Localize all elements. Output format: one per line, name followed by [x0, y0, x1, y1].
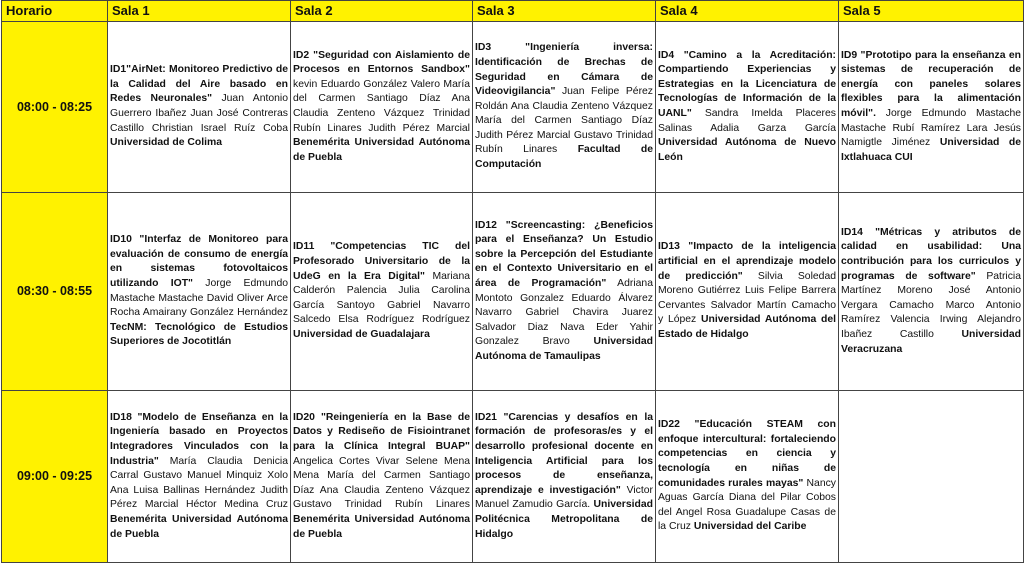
session-authors: Silvia Soledad Moreno Gutiérrez Luis Felipe Barrera Cervantes Salvador Martín Camacho y López — [658, 270, 837, 326]
session-cell — [656, 193, 839, 391]
session-institution: Benemérita Universidad Autónoma de Puebla — [110, 513, 288, 540]
header-horario: Horario — [2, 1, 108, 22]
session-institution: Universidad del Caribe — [693, 521, 807, 533]
session-title: ID9 "Prototipo para la enseñanza en sistemas de recuperación de energía con paneles solares flexibles para la alimentación móvil". — [841, 49, 1021, 119]
session-cell — [108, 22, 291, 193]
session-institution: Universidad Autónoma del Estado de Hidalgo — [658, 314, 837, 340]
header-sala-4: Sala 4 — [656, 1, 839, 22]
header-sala-2: Sala 2 — [291, 1, 473, 22]
session-cell — [108, 391, 291, 563]
session-title: ID2 "Seguridad con Aislamiento de Procesos en Entornos Sandbox" — [293, 49, 470, 76]
session-title: ID18 "Modelo de Enseñanza en la Ingeniería basado en Proyectos Integradores Vinculados con la Industria" — [110, 411, 288, 467]
session-institution: Universidad Politécnica Metropolitana de Hidalgo — [475, 499, 653, 540]
session-title: ID20 "Reingeniería en la Base de Datos y Rediseño de Fisiointranet para la Clínica Integral BUAP" — [293, 411, 470, 453]
header-sala-3: Sala 3 — [473, 1, 656, 22]
session-institution: Universidad de Colima — [110, 137, 223, 149]
session-authors: Nancy Aguas García Diana del Pilar Cobos del Angel Rosa Guadalupe Casas de la Cruz — [658, 477, 836, 533]
session-institution: Universidad Autónoma de Tamaulipas — [475, 336, 653, 362]
session-institution: Universidad de Guadalajara — [293, 328, 430, 340]
session-cell — [108, 193, 291, 391]
session-authors: Angelica Cortes Vivar Selene Mena Mena María del Carmen Santiago Díaz Ana Claudia Zenteno Vázquez Gustavo Trinidad Rubín Linares — [293, 455, 470, 511]
session-authors: kevin Eduardo González Valero María del Carmen Santiago Díaz Ana Claudia Zenteno Vázquez Trinidad Rubín Linares Judith Pérez Marcial — [293, 78, 470, 134]
table-row — [2, 22, 1024, 193]
session-authors: Victor Manuel Zamudio García. — [475, 484, 653, 511]
session-title: ID14 "Métricas y atributos de calidad en usabilidad: Una contribución para los curriculos y programas de software" — [841, 226, 1021, 282]
session-institution: Universidad Veracruzana — [841, 328, 1021, 355]
session-cell — [291, 22, 473, 193]
session-cell — [473, 22, 656, 193]
session-authors: Jorge Edmundo Mastache Mastache Rubí Ramírez Lara Jesús Namigtle Jiménez — [841, 108, 1021, 149]
session-title: ID22 "Educación STEAM con enfoque intercultural: fortaleciendo competencias en ciencia y tecnología en niñas de comunidades rurales mayas" — [658, 419, 836, 489]
session-title: ID21 "Carencias y desafíos en la formación de profesoras/es y el desarrollo profesional docente en Inteligencia Artificial para los procesos de enseñanza, aprendizaje e investigación" — [475, 411, 653, 496]
session-institution: TecNM: Tecnológico de Estudios Superiores de Jocotitlán — [110, 321, 288, 348]
header-row — [2, 1, 1024, 22]
session-authors: María Claudia Denicia Carral Gustavo Manuel Minquiz Xolo Ana Luisa Ballinas Hernández Judith Pérez Marcial Héctor Medina Cruz — [110, 455, 288, 511]
session-cell — [656, 22, 839, 193]
session-title: ID11 "Competencias TIC del Profesorado Universitario de la UdeG en la Era Digital" — [293, 241, 470, 282]
session-institution: Benemérita Universidad Autónoma de Puebla — [293, 137, 470, 163]
session-authors: Mariana Calderón Palencia Julia Carolina García Santoyo Gabriel Navarro Salcedo Elsa Rodríguez Rodríguez — [293, 270, 471, 326]
session-authors: Adriana Montoto Gonzalez Eduardo Álvarez Navarro Gabriel Chavira Juarez Salvador Diaz Nava Eder Yahir Gonzalez Bravo — [475, 277, 653, 348]
session-cell — [656, 391, 839, 563]
session-cell — [473, 391, 656, 563]
session-cell — [473, 193, 656, 391]
session-cell — [839, 193, 1024, 391]
header-sala-1: Sala 1 — [108, 1, 291, 22]
session-cell — [291, 193, 473, 391]
time-slot: 08:00 - 08:25 — [2, 22, 108, 193]
schedule-table — [1, 0, 1024, 563]
table-row — [2, 193, 1024, 391]
session-institution: Facultad de Computación — [475, 144, 653, 171]
header-sala-5: Sala 5 — [839, 1, 1024, 22]
time-slot: 09:00 - 09:25 — [2, 391, 108, 563]
session-authors: Juan Felipe Pérez Roldán Ana Claudia Zenteno Vázquez María del Carmen Santiago Díaz Judith Pérez Marcial Gustavo Trinidad Rubín Linares — [475, 86, 653, 156]
session-institution: Benemérita Universidad Autónoma de Puebla — [293, 513, 470, 540]
time-slot: 08:30 - 08:55 — [2, 193, 108, 391]
session-title: ID4 "Camino a la Acreditación: Compartiendo Experiencias y Estrategias en la Licenciatura de Tecnologías de Información de la UANL" — [658, 49, 836, 119]
session-title: ID13 "Impacto de la inteligencia artificial en el aprendizaje modelo de predicción" — [658, 241, 836, 282]
session-title: ID1"AirNet: Monitoreo Predictivo de la Calidad del Aire basado en Redes Neuronales" — [110, 64, 288, 105]
session-institution: Universidad de Ixtlahuaca CUI — [841, 137, 1022, 163]
session-cell-empty — [839, 391, 1024, 563]
session-authors: Jorge Edmundo Mastache Mastache David Oliver Arce Rocha Amairany González Hernández — [110, 277, 288, 319]
session-title: ID10 "Interfaz de Monitoreo para evaluación de consumo de energía en sistemas fotovoltaicos utilizando IOT" — [110, 234, 288, 289]
session-title: ID12 "Screencasting: ¿Beneficios para el Enseñanza? Un Estudio sobre la Percepción del Estudiante en el Contexto Universitario en el área de Programación" — [475, 219, 653, 289]
session-cell — [839, 22, 1024, 193]
session-institution: Universidad Autónoma de Nuevo León — [658, 137, 836, 163]
session-authors: Sandra Imelda Placeres Salinas Adalia Garza García — [658, 108, 836, 134]
session-authors: Patricia Martínez Moreno José Antonio Vergara Camacho Marco Antonio Ramírez Valencia Irwing Alejandro Ibañez Castillo — [841, 270, 1021, 340]
session-authors: Juan Antonio Guerrero Ibañez Juan José Contreras Castillo Christian Israel Ruíz Coba — [110, 93, 289, 134]
table-row — [2, 391, 1024, 563]
session-cell — [291, 391, 473, 563]
session-title: ID3 "Ingeniería inversa: Identificación de Brechas de Seguridad en Cámara de Videovigilancia" — [475, 42, 653, 98]
